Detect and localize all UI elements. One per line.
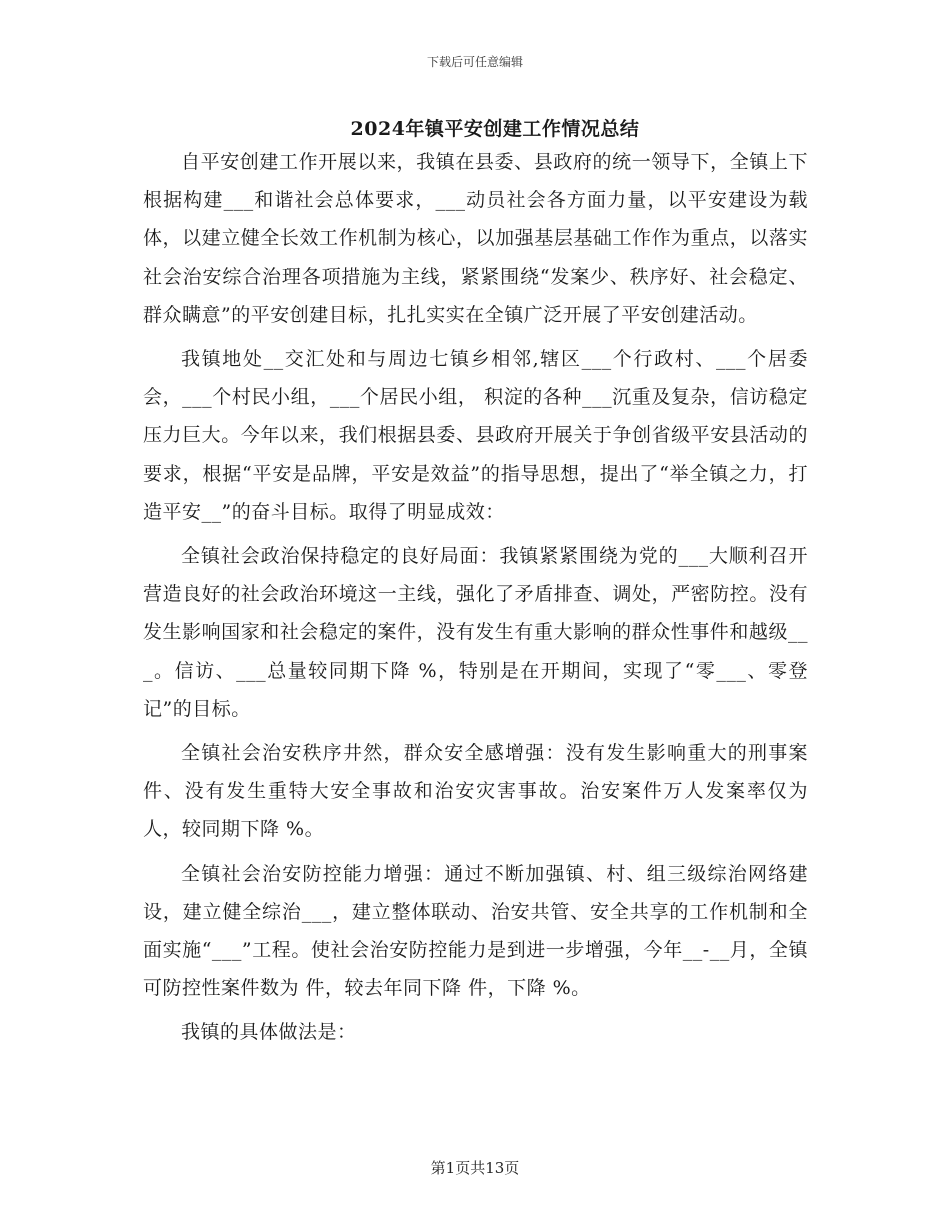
- document-body: [143, 143, 808, 1058]
- header-note: 下载后可任意编辑: [426, 55, 523, 69]
- paragraph-political-stability: 全镇社会政治保持稳定的良好局面：我镇紧紧围绕为党的___大顺利召开营造良好的社会政治环境这一主线，强化了矛盾排查、调处，严密防控。没有发生影响国家和社会稳定的案件，没有发生有重大影响的群众性事件和越级___。信访、___总量较同期下降 %，特别是在开期间，实现了“零___、零登记”的目标。: [143, 545, 808, 720]
- document-title: 2024年镇平安创建工作情况总结: [350, 118, 640, 140]
- paragraph-methods-heading: 我镇的具体做法是：: [181, 1021, 357, 1044]
- paragraph-location: 我镇地处__交汇处和与周边七镇乡相邻,辖区___个行政村、___个居委会，___个村民小组，___个居民小组， 积淀的各种___沉重及复杂，信访稳定压力巨大。今年以来，我们根据县委、县政府开展关于争创省级平安县活动的要求，根据“平安是品牌，平安是效益”的指导思想，提出了“举全镇之力，打造平安__”的奋斗目标。取得了明显成效：: [143, 348, 808, 523]
- paragraph-intro: 自平安创建工作开展以来，我镇在县委、县政府的统一领导下，全镇上下根据构建___和谐社会总体要求，___动员社会各方面力量，以平安建设为载体，以建立健全长效工作机制为核心，以加强基层基础工作作为重点，以落实社会治安综合治理各项措施为主线，紧紧围绕“发案少、秩序好、社会稳定、群众瞒意”的平安创建目标，扎扎实实在全镇广泛开展了平安创建活动。: [143, 151, 808, 326]
- paragraph-prevention-capacity: 全镇社会治安防控能力增强：通过不断加强镇、村、组三级综治网络建设，建立健全综治___，建立整体联动、治安共管、安全共享的工作机制和全面实施“___”工程。使社会治安防控能力是到进一步增强，今年__-__月，全镇可防控性案件数为 件，较去年同下降 件，下降 %。: [143, 862, 808, 1000]
- page-number: 第1页共13页: [430, 1159, 520, 1177]
- paragraph-public-order: 全镇社会治安秩序井然，群众安全感增强：没有发生影响重大的刑事案件、没有发生重特大安全事故和治安灾害事故。治安案件万人发案率仅为 人，较同期下降 %。: [143, 742, 808, 841]
